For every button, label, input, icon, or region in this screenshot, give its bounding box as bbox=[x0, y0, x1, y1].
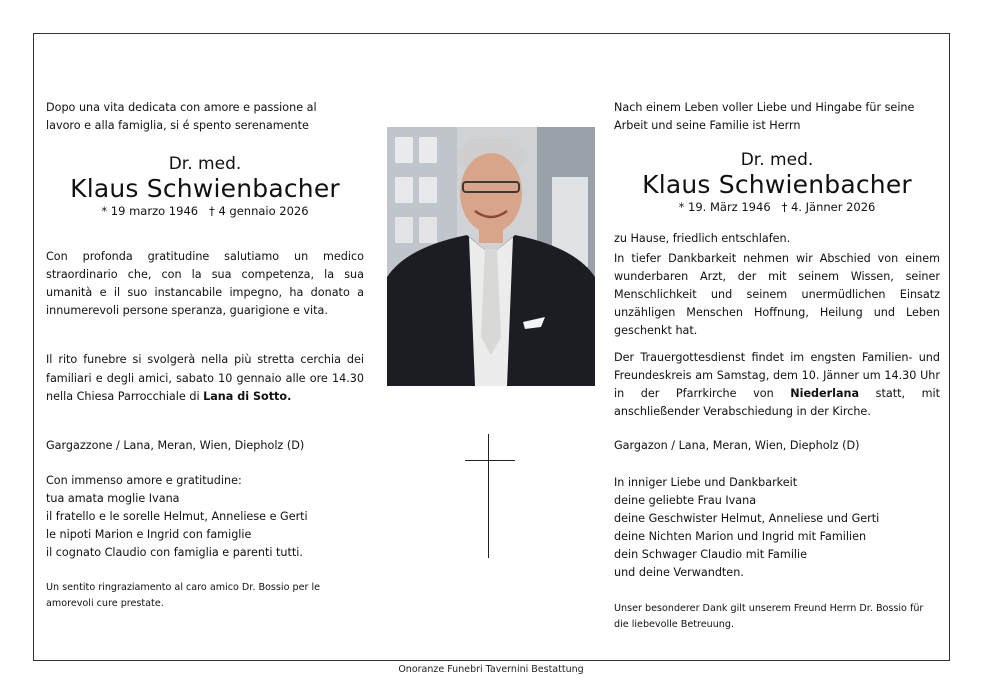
intro-italian bbox=[46, 99, 364, 135]
locations-german: Gargazon / Lana, Meran, Wien, Diepholz (D) bbox=[614, 439, 860, 452]
portrait-photo bbox=[387, 127, 595, 386]
life-dates: * 19. März 1946 † 4. Jänner 2026 bbox=[678, 200, 876, 214]
funeral-home-credit: Onoranze Funebri Tavernini Bestattung bbox=[398, 664, 584, 675]
cross-icon-bar bbox=[465, 460, 515, 461]
funeral-place: Lana di Sotto. bbox=[203, 390, 292, 404]
mourner-line: deine Geschwister Helmut, Anneliese und Gerti bbox=[614, 512, 880, 525]
intro-line: Dopo una vita dedicata con amore e passione al bbox=[46, 101, 317, 114]
mourner-line: deine geliebte Frau Ivana bbox=[614, 494, 757, 507]
thanks-german: Unser besonderer Dank gilt unserem Freund Herrn Dr. Bossio für die liebevolle Betreuung. bbox=[614, 603, 924, 630]
title: Dr. med. bbox=[740, 150, 814, 170]
deceased-name: Klaus Schwienbacher bbox=[70, 174, 340, 203]
mourners-italian bbox=[46, 472, 364, 562]
mourner-line: Con immenso amore e gratitudine: bbox=[46, 474, 242, 487]
thanks-italian: Un sentito ringraziamento al caro amico Dr. Bossio per le amorevoli cure prestate. bbox=[46, 582, 321, 609]
mourner-line: deine Nichten Marion und Ingrid mit Familien bbox=[614, 530, 867, 543]
mourner-line: le nipoti Marion e Ingrid con famiglie bbox=[46, 528, 252, 541]
intro-german bbox=[614, 99, 940, 135]
deceased-name: Klaus Schwienbacher bbox=[642, 170, 912, 199]
funeral-notice-italian: Il rito funebre si svolgerà nella più stretta cerchia dei familiari e degli amici, sabato 10 gennaio alle ore 14.30 nella Chiesa Parrocchiale di Lana di Sotto. bbox=[46, 353, 364, 404]
tribute-italian: Con profonda gratitudine salutiamo un medico straordinario che, con la sua competenza, la sua umanità e il suo instancabile impegno, ha donato a innumerevoli persone speranza, guarigione e vita. bbox=[46, 250, 364, 317]
tribute-german: In tiefer Dankbarkeit nehmen wir Abschied von einem wunderbaren Arzt, der mit seinem Wissen, seiner Menschlichkeit und seinem unermüdlichen Einsatz unzähligen Menschen Hoffnung, Heilung und Leben geschenkt hat. bbox=[614, 252, 940, 337]
title: Dr. med. bbox=[168, 154, 242, 174]
intro-line: Nach einem Leben voller Liebe und Hingabe für seine bbox=[614, 101, 915, 114]
mourner-line: tua amata moglie Ivana bbox=[46, 492, 180, 505]
locations-italian: Gargazzone / Lana, Meran, Wien, Diepholz (D) bbox=[46, 439, 305, 452]
life-dates: * 19 marzo 1946 † 4 gennaio 2026 bbox=[101, 204, 309, 218]
intro-line: lavoro e alla famiglia, si é spento serenamente bbox=[46, 119, 309, 132]
name-block-italian bbox=[46, 153, 364, 219]
name-block-german bbox=[614, 149, 940, 215]
passed-text: zu Hause, friedlich entschlafen. bbox=[614, 232, 791, 245]
mourner-line: In inniger Liebe und Dankbarkeit bbox=[614, 476, 798, 489]
intro-line: Arbeit und seine Familie ist Herrn bbox=[614, 119, 801, 132]
funeral-notice-german: Der Trauergottesdienst findet im engsten Familien- und Freundeskreis am Samstag, dem 10. Jänner um 14.30 Uhr in der Pfarrkirche von Niederlana statt, mit anschließender Verabschiedung in der Kirche. bbox=[614, 351, 940, 418]
cross-icon bbox=[488, 434, 489, 558]
mourner-line: il cognato Claudio con famiglia e parenti tutti. bbox=[46, 546, 303, 559]
funeral-place: Niederlana bbox=[790, 387, 860, 400]
mourner-line: il fratello e le sorelle Helmut, Anneliese e Gerti bbox=[46, 510, 308, 523]
mourner-line: und deine Verwandten. bbox=[614, 566, 744, 579]
mourner-line: dein Schwager Claudio mit Familie bbox=[614, 548, 808, 561]
mourners-german bbox=[614, 474, 940, 582]
